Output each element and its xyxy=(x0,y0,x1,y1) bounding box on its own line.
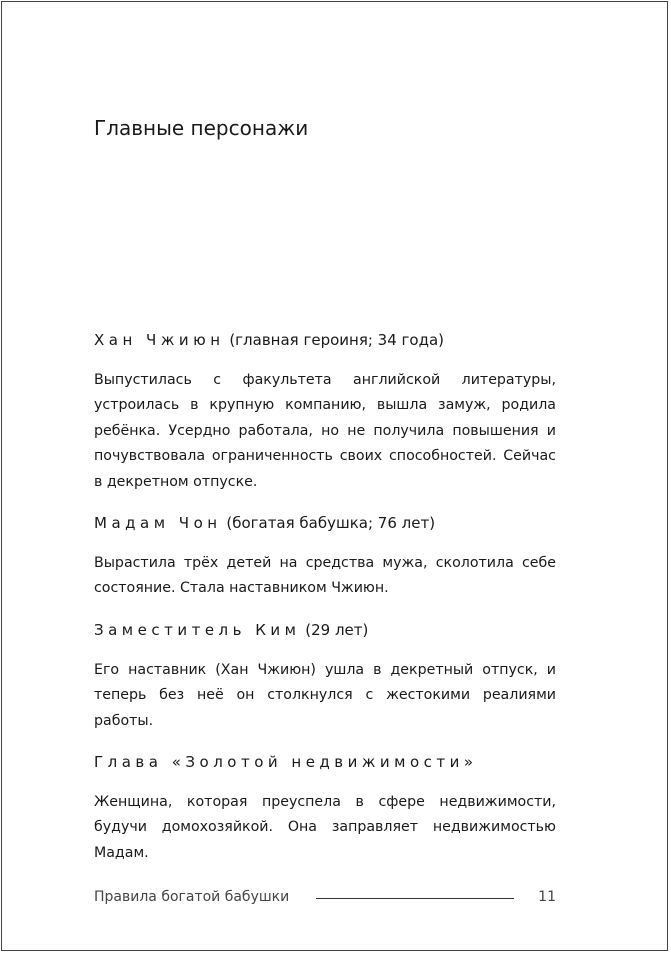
character-note: (богатая бабушка; 76 лет) xyxy=(226,514,436,533)
character-note: (главная героиня; 34 года) xyxy=(229,331,444,349)
character-heading xyxy=(94,618,556,643)
page-number: 11 xyxy=(538,889,556,905)
character-name: Заместитель Ким xyxy=(94,620,301,639)
footer-book-title: Правила богатой бабушки xyxy=(94,889,290,905)
character-entry xyxy=(94,328,556,495)
character-name: Хан Чжиюн xyxy=(94,331,225,349)
footer-divider xyxy=(316,898,514,899)
character-description: Его наставник (Хан Чжиюн) ушла в декретный отпуск, и теперь без неё он столкнулся с жестокими реалиями работы. xyxy=(94,661,556,729)
character-entry xyxy=(94,618,556,734)
character-list xyxy=(94,328,556,866)
page-footer xyxy=(94,887,556,909)
character-heading xyxy=(94,750,556,775)
character-entry xyxy=(94,750,556,866)
character-description: Вырастила трёх детей на средства мужа, сколотила себе состояние. Стала наставником Чжиюн. xyxy=(94,555,556,597)
character-entry xyxy=(94,511,556,602)
character-heading xyxy=(94,511,556,536)
character-name: Глава «Золотой недвижимости» xyxy=(94,753,478,772)
character-note: (29 лет) xyxy=(305,620,369,639)
character-description: Выпустилась с факультета английской литературы, устроилась в крупную компанию, вышла замуж, родила ребёнка. Усердно работала, но не получила повышения и почувствовала ограниченность своих способностей. Сейчас в декретном отпуске. xyxy=(94,372,556,490)
character-name: Мадам Чон xyxy=(94,514,222,533)
character-heading xyxy=(94,328,556,353)
character-description: Женщина, которая преуспела в сфере недвижимости, будучи домохозяйкой. Она заправляет недвижимостью Мадам. xyxy=(94,794,556,861)
page-title: Главные персонажи xyxy=(94,116,309,140)
page xyxy=(1,1,668,951)
